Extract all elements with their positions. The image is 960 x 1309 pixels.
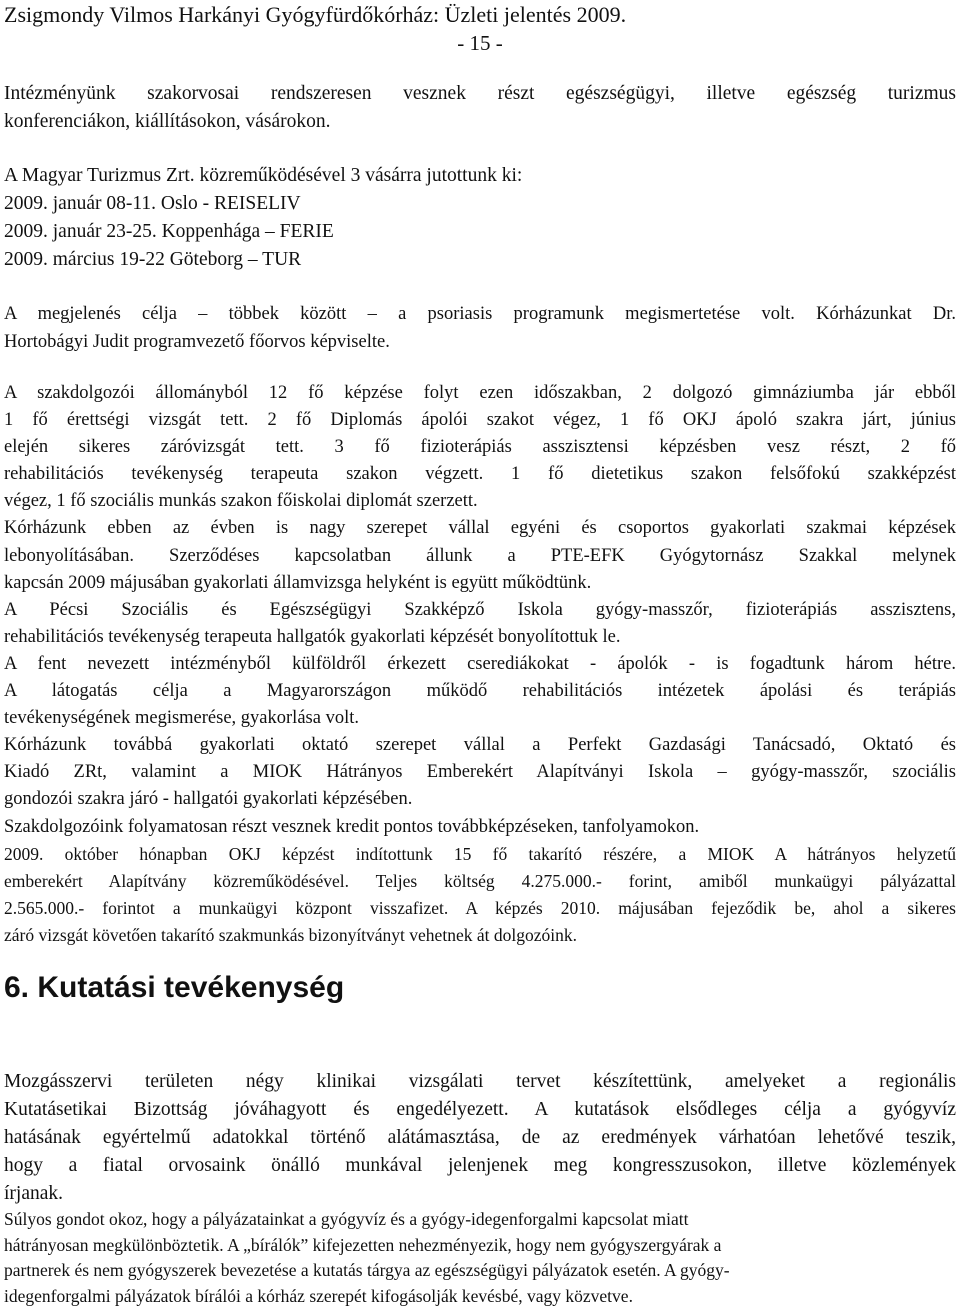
text-line: hátrányosan megkülönböztetik. A „bírálók” kifejezetten nehezményezik, hogy nem gyógyszergyárak a (4, 1233, 956, 1259)
text-line: A fent nevezett intézményből külföldről érkezett cserediákokat - ápolók - is fogadtunk három hétre. (4, 651, 956, 678)
text-line: tevékenységének megismerése, gyakorlása volt. (4, 705, 956, 732)
text-line: Súlyos gondot okoz, hogy a pályázatainkat a gyógyvíz és a gyógy-idegenforgalmi kapcsolat miatt (4, 1207, 956, 1233)
text-line: rehabilitációs tevékenység terapeuta szakon végzett. 1 fő dietetikus szakon felsőfokú szakképzést (4, 461, 956, 488)
text-line: idegenforgalmi pályázatok bírálói a kórház szerepét kifogásolják kevésbé, vagy közvetve. (4, 1284, 956, 1309)
goal-paragraph (4, 300, 956, 356)
fair-item: 2009. március 19-22 Göteborg – TUR (4, 246, 956, 274)
text-line: hatásának egyértelmű adatokkal történő alátámasztása, de az eredmények várhatóan lehetővé teszik, (4, 1124, 956, 1152)
text-line: partnerek és nem gyógyszerek bevezetése a kutatás tárgya az egészségügyi pályázatok esetén. A gyógy- (4, 1258, 956, 1284)
text-line: hogy a fiatal orvosaink önálló munkával jelenjenek meg kongresszusokon, illetve közlemények (4, 1152, 956, 1180)
text-line: A látogatás célja a Magyarországon működő rehabilitációs intézetek ápolási és terápiás (4, 678, 956, 705)
text-line: emberekért Alapítvány közreműködésével. Teljes költség 4.275.000.- forint, amiből munkaügyi pályázattal (4, 868, 956, 895)
fair-item: 2009. január 23-25. Koppenhága – FERIE (4, 218, 956, 246)
text-line: írjanak. (4, 1180, 956, 1208)
text-line: Kutatásetikai Bizottság jóváhagyott és engedélyezett. A kutatások elsődleges célja a gyógyvíz (4, 1096, 956, 1124)
text-line: lebonyolításában. Szerződéses kapcsolatban állunk a PTE-EFK Gyógytornász Szakkal melynek (4, 543, 956, 570)
text-line: rehabilitációs tevékenység terapeuta hallgatók gyakorlati képzését bonyolítottuk le. (4, 624, 956, 651)
text-line: A megjelenés célja – többek között – a psoriasis programunk megismertetése volt. Kórházunkat Dr. (4, 300, 956, 328)
text-line: 1 fő érettségi vizsgát tett. 2 fő Diplomás ápolói szakot végez, 1 fő OKJ ápoló szakra járt, június (4, 407, 956, 434)
report-header-title: Zsigmondy Vilmos Harkányi Gyógyfürdőkórház: Üzleti jelentés 2009. (4, 2, 626, 28)
research-problem-paragraph (4, 1207, 956, 1309)
text-line: 2009. október hónapban OKJ képzést indítottunk 15 fő takarító részére, a MIOK A hátrányos helyzetű (4, 841, 956, 868)
text-line: Szakdolgozóink folyamatosan részt vesznek kredit pontos továbbképzéseken, tanfolyamokon. (4, 814, 956, 841)
text-line: végez, 1 fő szociális munkás szakon főiskolai diplomát szerzett. (4, 488, 956, 515)
text-line: záró vizsgát követően takarító szakmunkás bizonyítványt vehetnek át dolgozóink. (4, 922, 956, 949)
research-paragraph (4, 1068, 956, 1208)
text-line: Mozgásszervi területen négy klinikai vizsgálati tervet készítettünk, amelyeket a regionális (4, 1068, 956, 1096)
text-line: A Pécsi Szociális és Egészségügyi Szakképző Iskola gyógy-masszőr, fizioterápiás asszisztens, (4, 597, 956, 624)
fair-item: 2009. január 08-11. Oslo - REISELIV (4, 190, 956, 218)
text-line: A szakdolgozói állományból 12 fő képzése folyt ezen időszakban, 2 dolgozó gimnáziumba jár ebből (4, 380, 956, 407)
text-line: Intézményünk szakorvosai rendszeresen vesznek részt egészségügyi, illetve egészség turizmus (4, 80, 956, 108)
text-line: Kórházunk ebben az évben is nagy szerepet vállal egyéni és csoportos gyakorlati szakmai képzések (4, 515, 956, 542)
text-line: elején sikeres záróvizsgát tett. 3 fő fizioterápiás asszisztensi képzésben vesz részt, 2 fő (4, 434, 956, 461)
text-line: Kiadó ZRt, valamint a MIOK Hátrányos Emberekért Alapítványi Iskola – gyógy-masszőr, szociális (4, 759, 956, 786)
text-line: gondozói szakra járó - hallgatói gyakorlati képzésében. (4, 786, 956, 813)
fairs-intro: A Magyar Turizmus Zrt. közreműködésével 3 vásárra jutottunk ki: (4, 162, 956, 190)
fairs-list (4, 162, 956, 274)
intro-paragraph (4, 80, 956, 136)
text-line: Hortobágyi Judit programvezető főorvos képviselte. (4, 328, 956, 356)
text-line: Kórházunk továbbá gyakorlati oktató szerepet vállal a Perfekt Gazdasági Tanácsadó, Oktató és (4, 732, 956, 759)
text-line: konferenciákon, kiállításokon, vásárokon. (4, 108, 956, 136)
text-line: 2.565.000.- forintot a munkaügyi központ visszafizet. A képzés 2010. májusában fejeződik be, ahol a sikeres (4, 895, 956, 922)
training-paragraph (4, 380, 956, 949)
section-heading: 6. Kutatási tevékenység (4, 968, 344, 1008)
text-line: kapcsán 2009 májusában gyakorlati államvizsga helyként is együtt működtünk. (4, 570, 956, 597)
page-number: - 15 - (0, 30, 960, 56)
